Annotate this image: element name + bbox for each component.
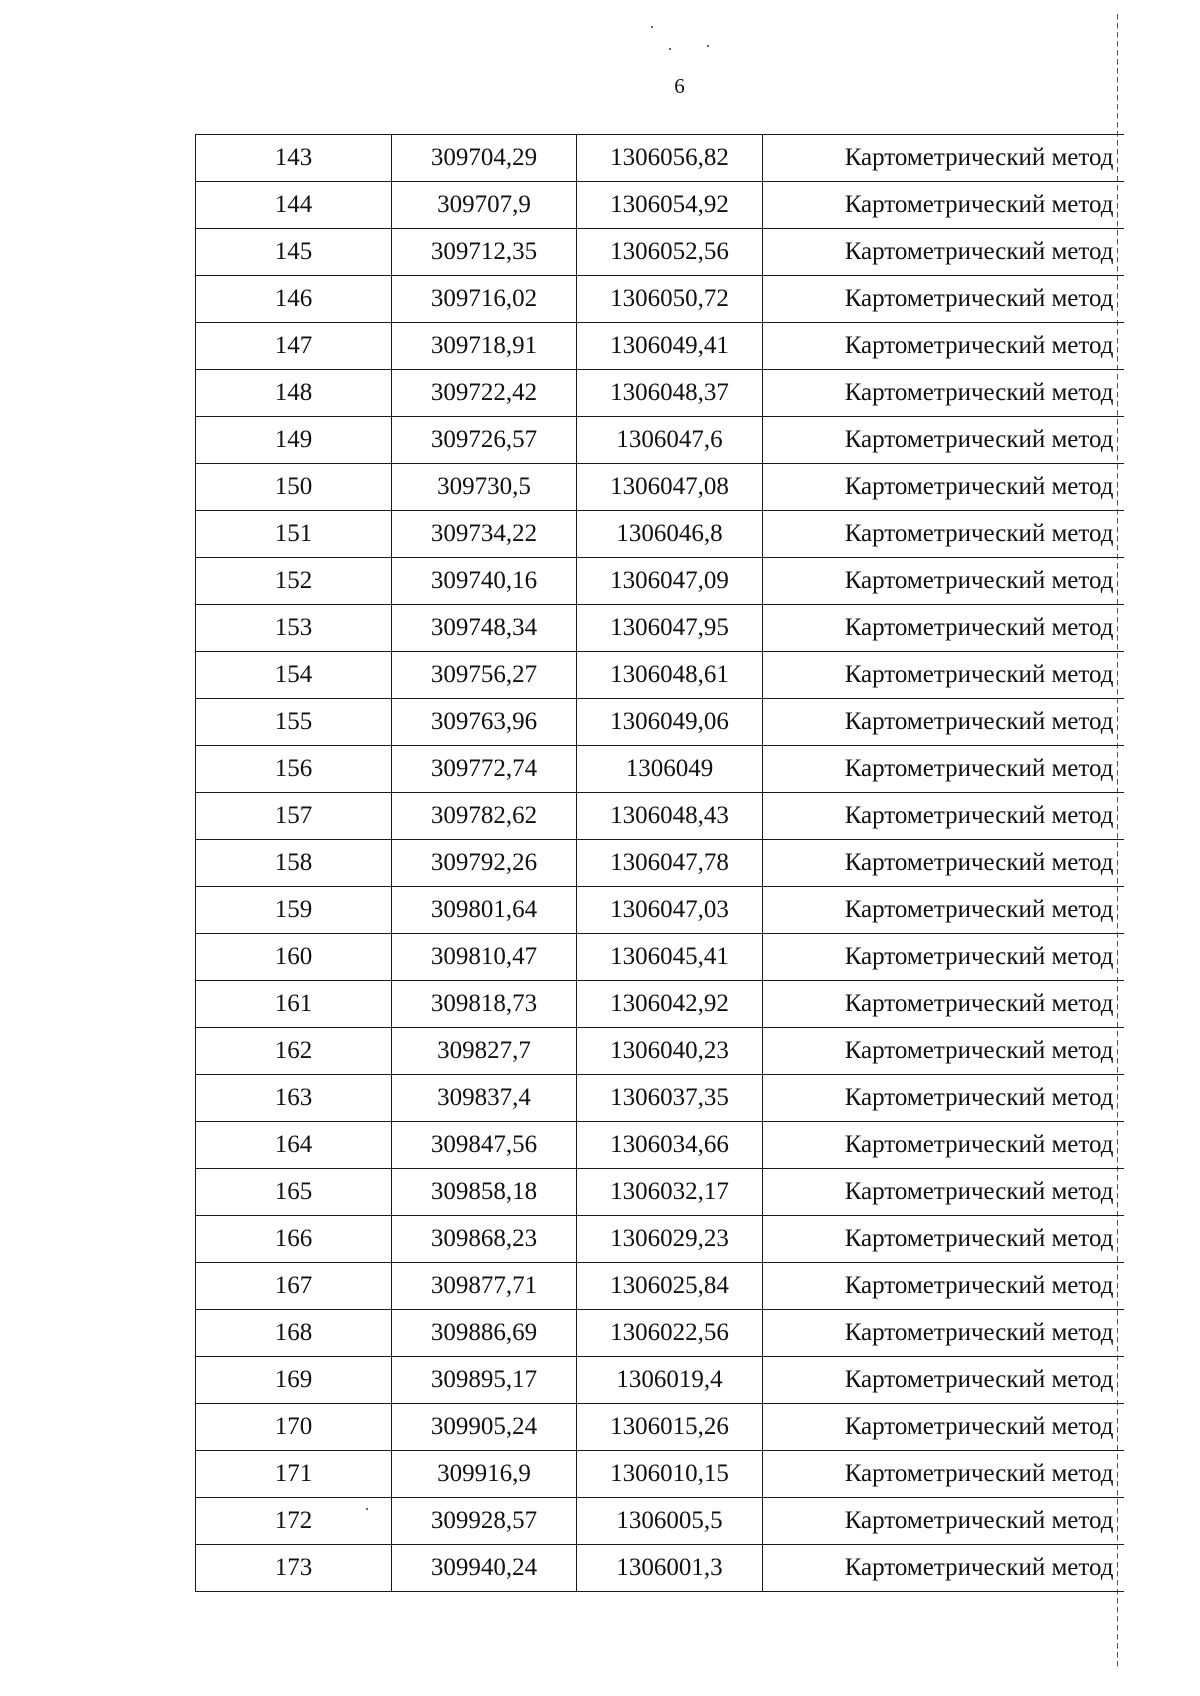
point-number-cell: 162 (196, 1028, 392, 1075)
x-coordinate-cell: 309810,47 (392, 934, 577, 981)
method-cell: Картометрический метод (763, 1498, 1124, 1545)
table-row (196, 511, 1124, 558)
table-row (196, 605, 1124, 652)
method-cell: Картометрический метод (763, 1122, 1124, 1169)
x-coordinate-cell: 309895,17 (392, 1357, 577, 1404)
y-coordinate-cell: 1306047,03 (577, 887, 763, 934)
y-coordinate-cell: 1306049,41 (577, 323, 763, 370)
x-coordinate-cell: 309858,18 (392, 1169, 577, 1216)
y-coordinate-cell: 1306040,23 (577, 1028, 763, 1075)
x-coordinate-cell: 309886,69 (392, 1310, 577, 1357)
point-number-cell: 173 (196, 1545, 392, 1592)
table-row (196, 1404, 1124, 1451)
table-row (196, 1169, 1124, 1216)
x-coordinate-cell: 309916,9 (392, 1451, 577, 1498)
y-coordinate-cell: 1306048,37 (577, 370, 763, 417)
y-coordinate-cell: 1306056,82 (577, 135, 763, 182)
y-coordinate-cell: 1306047,78 (577, 840, 763, 887)
method-cell: Картометрический метод (763, 1404, 1124, 1451)
method-cell: Картометрический метод (763, 1028, 1124, 1075)
point-number-cell: 158 (196, 840, 392, 887)
x-coordinate-cell: 309734,22 (392, 511, 577, 558)
y-coordinate-cell: 1306022,56 (577, 1310, 763, 1357)
point-number-cell: 166 (196, 1216, 392, 1263)
point-number-cell: 150 (196, 464, 392, 511)
y-coordinate-cell: 1306042,92 (577, 981, 763, 1028)
y-coordinate-cell: 1306052,56 (577, 229, 763, 276)
method-cell: Картометрический метод (763, 934, 1124, 981)
x-coordinate-cell: 309782,62 (392, 793, 577, 840)
point-number-cell: 143 (196, 135, 392, 182)
method-cell: Картометрический метод (763, 511, 1124, 558)
point-number-cell: 170 (196, 1404, 392, 1451)
point-number-cell: 159 (196, 887, 392, 934)
point-number-cell: 144 (196, 182, 392, 229)
x-coordinate-cell: 309726,57 (392, 417, 577, 464)
x-coordinate-cell: 309801,64 (392, 887, 577, 934)
method-cell: Картометрический метод (763, 887, 1124, 934)
method-cell: Картометрический метод (763, 182, 1124, 229)
y-coordinate-cell: 1306005,5 (577, 1498, 763, 1545)
point-number-cell: 172 (196, 1498, 392, 1545)
table-row (196, 1075, 1124, 1122)
y-coordinate-cell: 1306045,41 (577, 934, 763, 981)
x-coordinate-cell: 309730,5 (392, 464, 577, 511)
method-cell: Картометрический метод (763, 1216, 1124, 1263)
y-coordinate-cell: 1306047,09 (577, 558, 763, 605)
point-number-cell: 167 (196, 1263, 392, 1310)
table-row (196, 1357, 1124, 1404)
point-number-cell: 153 (196, 605, 392, 652)
x-coordinate-cell: 309905,24 (392, 1404, 577, 1451)
method-cell: Картометрический метод (763, 558, 1124, 605)
x-coordinate-cell: 309740,16 (392, 558, 577, 605)
x-coordinate-cell: 309716,02 (392, 276, 577, 323)
x-coordinate-cell: 309847,56 (392, 1122, 577, 1169)
point-number-cell: 164 (196, 1122, 392, 1169)
table-row (196, 1263, 1124, 1310)
point-number-cell: 157 (196, 793, 392, 840)
method-cell: Картометрический метод (763, 1545, 1124, 1592)
y-coordinate-cell: 1306001,3 (577, 1545, 763, 1592)
y-coordinate-cell: 1306010,15 (577, 1451, 763, 1498)
x-coordinate-cell: 309722,42 (392, 370, 577, 417)
y-coordinate-cell: 1306015,26 (577, 1404, 763, 1451)
table-row (196, 135, 1124, 182)
y-coordinate-cell: 1306048,61 (577, 652, 763, 699)
x-coordinate-cell: 309763,96 (392, 699, 577, 746)
method-cell: Картометрический метод (763, 1263, 1124, 1310)
table-row (196, 1028, 1124, 1075)
method-cell: Картометрический метод (763, 793, 1124, 840)
table-row (196, 887, 1124, 934)
method-cell: Картометрический метод (763, 1357, 1124, 1404)
y-coordinate-cell: 1306047,95 (577, 605, 763, 652)
point-number-cell: 155 (196, 699, 392, 746)
page-number: 6 (674, 74, 685, 98)
table-row (196, 699, 1124, 746)
table-row (196, 934, 1124, 981)
method-cell: Картометрический метод (763, 417, 1124, 464)
point-number-cell: 171 (196, 1451, 392, 1498)
y-coordinate-cell: 1306032,17 (577, 1169, 763, 1216)
x-coordinate-cell: 309748,34 (392, 605, 577, 652)
point-number-cell: 169 (196, 1357, 392, 1404)
y-coordinate-cell: 1306049 (577, 746, 763, 793)
table-row (196, 1545, 1124, 1592)
x-coordinate-cell: 309718,91 (392, 323, 577, 370)
scan-speck (651, 26, 653, 28)
point-number-cell: 163 (196, 1075, 392, 1122)
point-number-cell: 161 (196, 981, 392, 1028)
point-number-cell: 160 (196, 934, 392, 981)
method-cell: Картометрический метод (763, 1075, 1124, 1122)
point-number-cell: 152 (196, 558, 392, 605)
y-coordinate-cell: 1306046,8 (577, 511, 763, 558)
y-coordinate-cell: 1306019,4 (577, 1357, 763, 1404)
table-row (196, 182, 1124, 229)
method-cell: Картометрический метод (763, 699, 1124, 746)
table-row (196, 323, 1124, 370)
x-coordinate-cell: 309756,27 (392, 652, 577, 699)
method-cell: Картометрический метод (763, 135, 1124, 182)
point-number-cell: 168 (196, 1310, 392, 1357)
x-coordinate-cell: 309940,24 (392, 1545, 577, 1592)
method-cell: Картометрический метод (763, 323, 1124, 370)
coordinates-table (195, 134, 1124, 1592)
table-row (196, 229, 1124, 276)
x-coordinate-cell: 309877,71 (392, 1263, 577, 1310)
table-row (196, 793, 1124, 840)
table-row (196, 1310, 1124, 1357)
y-coordinate-cell: 1306029,23 (577, 1216, 763, 1263)
method-cell: Картометрический метод (763, 1310, 1124, 1357)
method-cell: Картометрический метод (763, 1451, 1124, 1498)
table-row (196, 370, 1124, 417)
table-row (196, 276, 1124, 323)
y-coordinate-cell: 1306025,84 (577, 1263, 763, 1310)
method-cell: Картометрический метод (763, 605, 1124, 652)
table-row (196, 1122, 1124, 1169)
y-coordinate-cell: 1306037,35 (577, 1075, 763, 1122)
point-number-cell: 165 (196, 1169, 392, 1216)
x-coordinate-cell: 309772,74 (392, 746, 577, 793)
point-number-cell: 151 (196, 511, 392, 558)
y-coordinate-cell: 1306048,43 (577, 793, 763, 840)
x-coordinate-cell: 309712,35 (392, 229, 577, 276)
method-cell: Картометрический метод (763, 981, 1124, 1028)
y-coordinate-cell: 1306047,6 (577, 417, 763, 464)
point-number-cell: 146 (196, 276, 392, 323)
method-cell: Картометрический метод (763, 276, 1124, 323)
table-row (196, 746, 1124, 793)
x-coordinate-cell: 309928,57 (392, 1498, 577, 1545)
point-number-cell: 156 (196, 746, 392, 793)
table-row (196, 1498, 1124, 1545)
coordinates-table-body (196, 135, 1124, 1592)
x-coordinate-cell: 309868,23 (392, 1216, 577, 1263)
method-cell: Картометрический метод (763, 840, 1124, 887)
y-coordinate-cell: 1306047,08 (577, 464, 763, 511)
method-cell: Картометрический метод (763, 1169, 1124, 1216)
y-coordinate-cell: 1306049,06 (577, 699, 763, 746)
table-row (196, 558, 1124, 605)
table-row (196, 464, 1124, 511)
method-cell: Картометрический метод (763, 746, 1124, 793)
table-row (196, 1451, 1124, 1498)
table-row (196, 1216, 1124, 1263)
scan-speck (707, 45, 709, 47)
point-number-cell: 145 (196, 229, 392, 276)
x-coordinate-cell: 309818,73 (392, 981, 577, 1028)
y-coordinate-cell: 1306034,66 (577, 1122, 763, 1169)
x-coordinate-cell: 309827,7 (392, 1028, 577, 1075)
scan-speck (669, 48, 671, 50)
table-row (196, 417, 1124, 464)
point-number-cell: 148 (196, 370, 392, 417)
method-cell: Картометрический метод (763, 229, 1124, 276)
method-cell: Картометрический метод (763, 652, 1124, 699)
y-coordinate-cell: 1306050,72 (577, 276, 763, 323)
point-number-cell: 147 (196, 323, 392, 370)
x-coordinate-cell: 309707,9 (392, 182, 577, 229)
method-cell: Картометрический метод (763, 370, 1124, 417)
x-coordinate-cell: 309792,26 (392, 840, 577, 887)
x-coordinate-cell: 309837,4 (392, 1075, 577, 1122)
point-number-cell: 149 (196, 417, 392, 464)
table-row (196, 981, 1124, 1028)
y-coordinate-cell: 1306054,92 (577, 182, 763, 229)
x-coordinate-cell: 309704,29 (392, 135, 577, 182)
table-row (196, 840, 1124, 887)
method-cell: Картометрический метод (763, 464, 1124, 511)
table-row (196, 652, 1124, 699)
point-number-cell: 154 (196, 652, 392, 699)
